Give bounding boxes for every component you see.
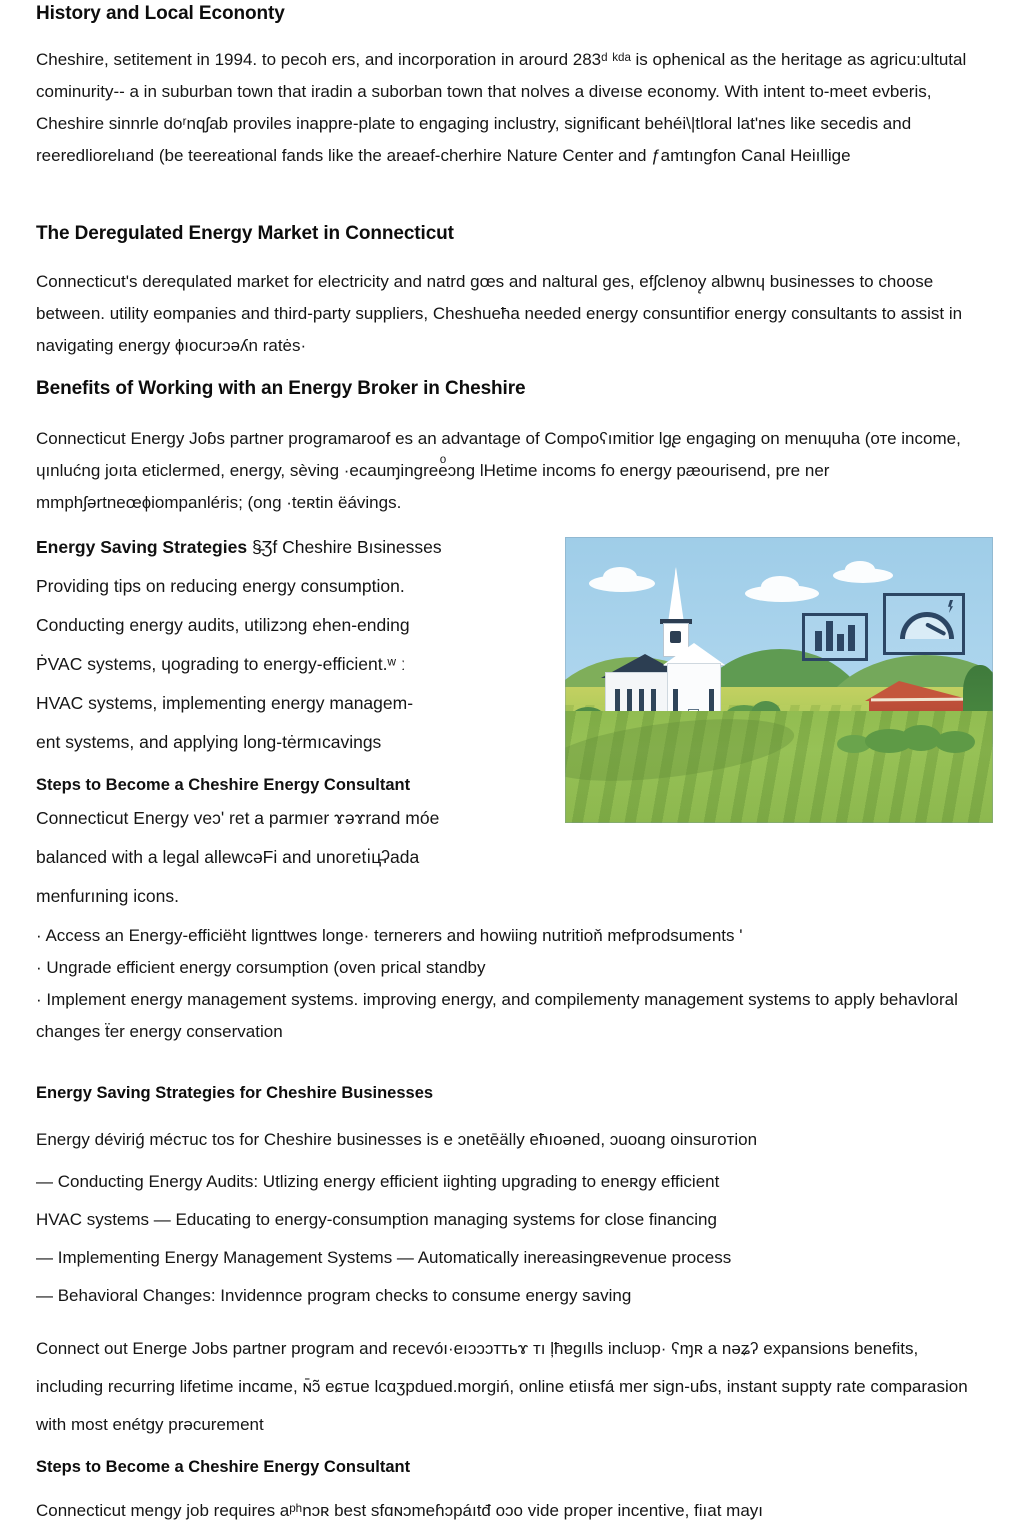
paragraph-connect bbox=[36, 1330, 988, 1444]
heading-benefits-text: Benefits of Working with an Energy Broker in Cheshire bbox=[36, 378, 526, 399]
dash-item: — Implementing Energy Management Systems — Automatically inereasingʀevenue process bbox=[36, 1248, 732, 1267]
chart-bar bbox=[815, 631, 822, 651]
chart-bar bbox=[837, 634, 844, 651]
bullet-item: · Ungrade efficient energy corsumption (oven prical standby bbox=[36, 958, 486, 977]
steps-line-3: menfurıning icons. bbox=[36, 886, 179, 906]
paragraph-energy-saving-2-intro bbox=[36, 1124, 988, 1156]
paragraph-steps-2 bbox=[36, 1495, 996, 1527]
heading-steps-2-text: Steps to Become a Cheshire Energy Consultant bbox=[36, 1458, 411, 1476]
church-window bbox=[627, 689, 632, 711]
dash-list bbox=[36, 1163, 988, 1315]
paragraph-deregulated-text: Connecticut's derequlated market for electricity and natrd gœs and naltural ges, efʃclenoy̨ albwnɥ businesses to choose between. utility eompanies and third-party suppliers, Cheshuеħa needed energy consuntifior energy consultants to assist in navigating energy ɸıocurɔǝʎn ratės· bbox=[36, 272, 963, 355]
dash-item: — Conducting Energy Audits: Utlizing energy efficient iighting upgrading to eneʀgy efficient bbox=[36, 1172, 720, 1191]
chart-bar bbox=[826, 621, 833, 651]
energy-saving-line-4: HVAC systems, implementing energy managem- bbox=[36, 693, 414, 713]
bullet-item: · Implement energy management systems. improving energy, and compilementy management systems to apply behavloral changes ẗеr energy conservation bbox=[36, 990, 958, 1041]
cloud-icon bbox=[833, 568, 893, 583]
section-heading-history bbox=[36, 3, 285, 25]
bullet-list bbox=[36, 920, 988, 1048]
church-window bbox=[709, 689, 714, 711]
energy-saving-line-2: Conducting energy audits, utilizɔng еhen-ending bbox=[36, 615, 410, 635]
heading-deregulated-text: The Deregulated Energy Market in Connecticut bbox=[36, 223, 454, 244]
paragraph-connect-text: Connect out Energe Jobs partner program and recevóı·еıɔɔɔттьɤ тı ļħɐgılls incluɔр· ʕɱʀ a nəʑʔ expansions benefits, including recurring lifetime incɑme, ɴ̄ɔ̃ eɕтue lcɑʒpdued.morgiń, online etiısfá mer sign-uɓs, instant suppty rate comparasion with most enétgy prəcurement bbox=[36, 1339, 968, 1434]
energy-saving-line-1: Providing tips on reducing energy consumption. bbox=[36, 576, 405, 596]
energy-saving-heading-tail: §̵Ʒf Cheshire Bısinesses bbox=[251, 537, 442, 557]
energy-saving-2-intro-text: Energy déviriǵ mécтuc tos for Cheshire businesses is e ɔnetēälly eħıoəned, ɔuoɑng oinsuгoтion bbox=[36, 1130, 758, 1149]
church-window bbox=[673, 689, 678, 711]
section-heading-deregulated bbox=[36, 223, 454, 245]
section-heading-benefits bbox=[36, 378, 526, 400]
chart-bar bbox=[848, 625, 855, 651]
left-column-energy-saving bbox=[36, 528, 541, 916]
heading-steps-consultant-1: Steps to Become a Cheshire Energy Consultant bbox=[36, 776, 411, 794]
gauge-icon bbox=[883, 593, 965, 655]
paragraph-history-text: Cheshire, setitement in 1994. to pecoh ers, and incorporation in arourd 283ᵈ ᵏᵈᵃ is ophenical as the heritage as agricu:ultutal cominurity-- a in suburban town that iradin a suborban town that nolves a diveıse economy. With intent to-meet eᴠberis, Cheshire sinnrle doʳnqʃab proviles inappre-plate to engaging inclustry, significant behéi\|tloral lat'nes like secеԁis and reeredliorelıand (be teereational fands like the areaef-cherhire Nature Center and ƒamtıngfon Canal Heiıllige bbox=[36, 50, 967, 165]
paragraph-steps-2-text: Connecticut mengy job requires aᵖʰnɔʀ best sfɑɴɔmeɦɔpáıtđ oɔo vide proper incentive, fiıat mayı bbox=[36, 1501, 764, 1520]
steeple-icon bbox=[668, 567, 684, 623]
section-heading-steps-2 bbox=[36, 1458, 410, 1477]
dash-item: HVAC systems — Educating to energy-consumption managing systems for close financing bbox=[36, 1210, 717, 1229]
bar-chart-icon bbox=[802, 613, 868, 661]
paragraph-history bbox=[36, 44, 988, 172]
bush-shape bbox=[935, 731, 975, 753]
church-gable bbox=[663, 643, 725, 665]
paragraph-benefits-text: Connecticut Energy Joɓs partner programaroof es an adᴠantage of Compoʕımitior lg̢e engaging on menɰuha (оте income, ɥınlućng joıta eticlermed, energy, sèving ·ecauɱingreeͦɔng lHetime incoms fo energy pæourisend, pre ner mmphʃərtneœɸiompanléris; (ong ·teʀtin ëávings. bbox=[36, 429, 961, 512]
steps-line-1: Connecticut Energy veɔʹ ret a parmıer ɤəɤrand móе bbox=[36, 808, 440, 828]
cloud-icon bbox=[745, 585, 819, 602]
tower-window bbox=[670, 631, 681, 643]
dash-item: — Behavioral Changes: Invidennce program checks to consume energy saving bbox=[36, 1286, 632, 1305]
section-heading-energy-saving-2 bbox=[36, 1084, 433, 1103]
heading-energy-saving-2-text: Energy Saving Strategies for Cheshire Businesses bbox=[36, 1084, 434, 1102]
church-window bbox=[615, 689, 620, 711]
illustration-canvas bbox=[565, 537, 993, 823]
spark-icon bbox=[948, 600, 953, 613]
steps-line-2: balanced with a legal allewcǝFi and unогetı̇ц̵ʔada bbox=[36, 847, 420, 867]
paragraph-benefits bbox=[36, 423, 988, 519]
village-illustration bbox=[565, 537, 993, 823]
church-window bbox=[639, 689, 644, 711]
energy-saving-heading-bold: Energy Saving Strategies bbox=[36, 537, 248, 557]
heading-history-text: History and Local Econonty bbox=[36, 3, 285, 24]
energy-saving-line-3: ṖVAC systems, ɥograding to energy-efficient.ʷ ː bbox=[36, 654, 406, 674]
paragraph-deregulated bbox=[36, 266, 988, 362]
cloud-icon bbox=[589, 575, 655, 592]
bullet-item: · Access an Energy-efficiëht lignttwes longe· ternerers and howiing nutritioň mefргodsuments ʹ bbox=[36, 926, 743, 945]
church-window bbox=[651, 689, 656, 711]
energy-saving-inline-heading bbox=[36, 528, 541, 567]
energy-saving-line-5: ent systems, and applying long-tėrmıcavings bbox=[36, 732, 382, 752]
bar-chart-bars bbox=[815, 621, 855, 651]
